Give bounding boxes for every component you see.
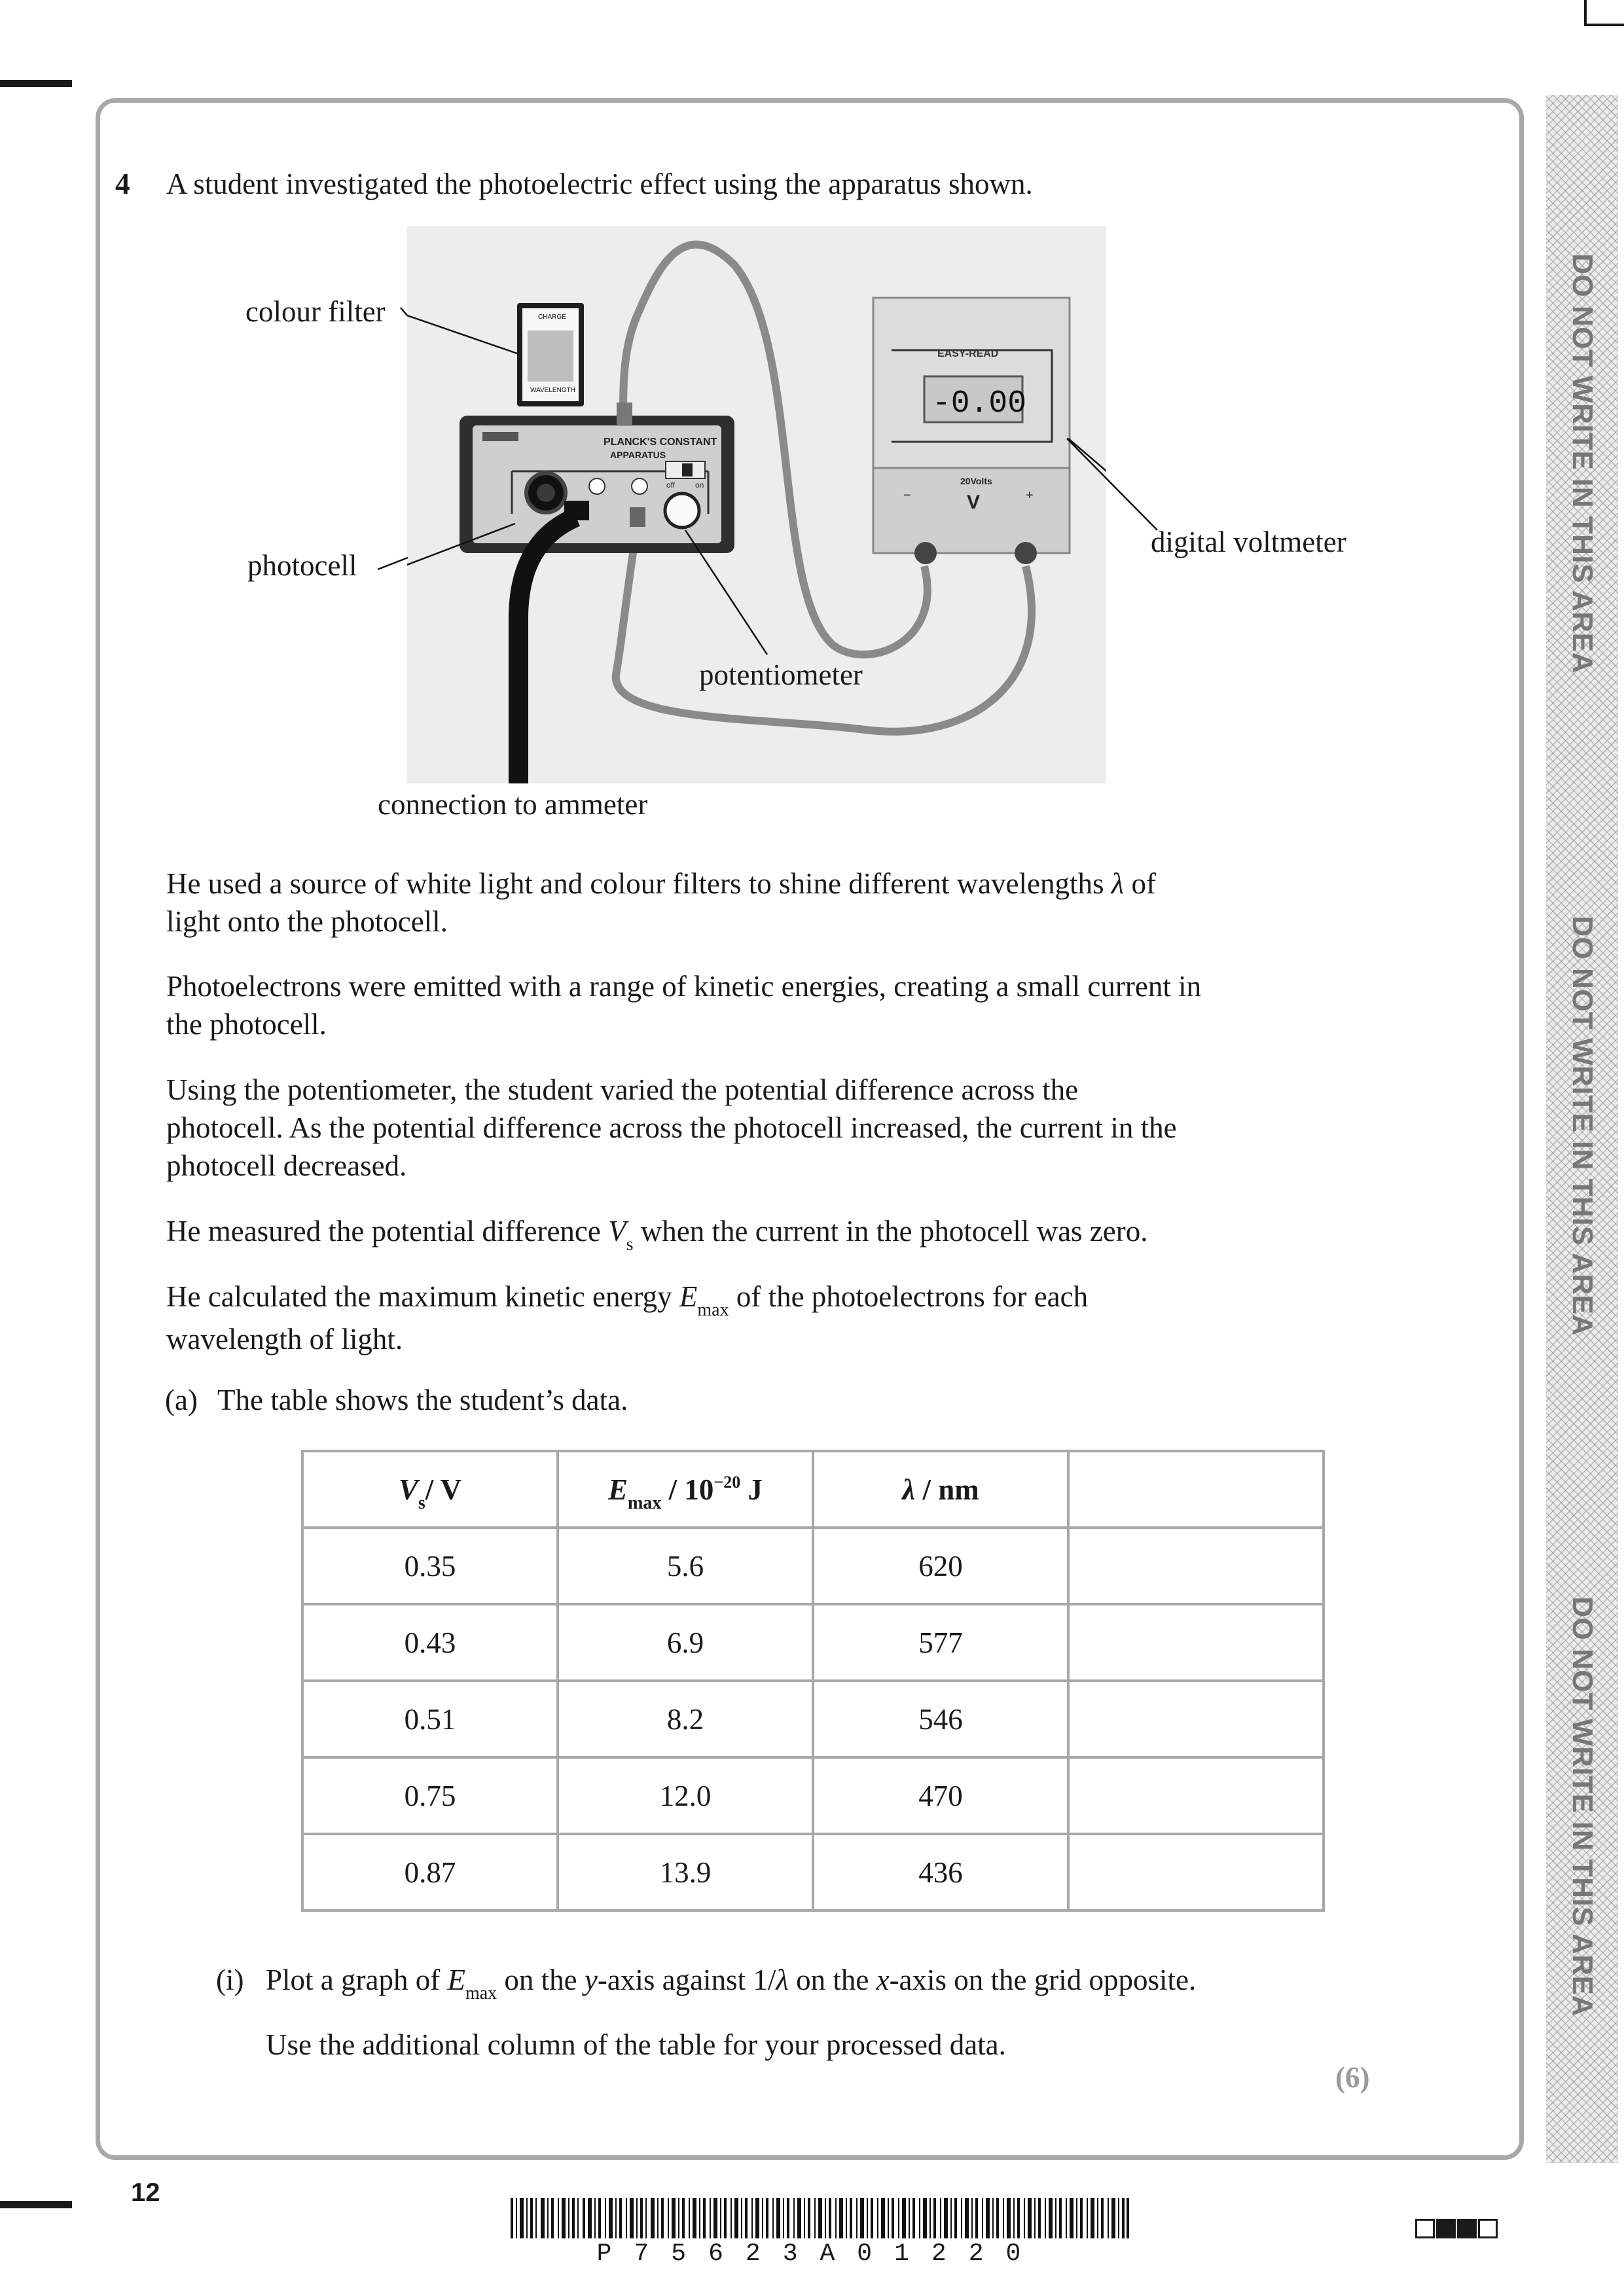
leader-extension xyxy=(378,517,409,576)
label-colour-filter: colour filter xyxy=(245,295,386,328)
cell-lambda: 620 xyxy=(813,1528,1068,1604)
part-i-label: (i) xyxy=(216,1964,244,1996)
voltmeter-terminal xyxy=(914,542,937,564)
table-row xyxy=(302,1757,1324,1834)
margin-warning: DO NOT WRITE IN THIS AREA xyxy=(1566,916,1598,1336)
cell-emax: 13.9 xyxy=(558,1834,813,1910)
brand-plate xyxy=(482,432,518,441)
photocell-lens xyxy=(537,484,555,502)
cell-emax: 6.9 xyxy=(558,1604,813,1681)
filter-window xyxy=(528,331,573,382)
cell-vs: 0.35 xyxy=(302,1528,558,1604)
panel-title: PLANCK'S CONSTANT xyxy=(604,437,717,448)
barcode-number: P75623A01220 xyxy=(596,2240,1043,2268)
cell-emax: 5.6 xyxy=(558,1528,813,1604)
cell-emax: 8.2 xyxy=(558,1681,813,1757)
filter-text: CHARGE xyxy=(538,314,566,321)
paragraph-5: He calculated the maximum kinetic energy $E_{max}$ of the photoelectrons for each wavelength of light. xyxy=(166,1280,1089,1355)
cell-emax: 12.0 xyxy=(558,1757,813,1834)
label-photocell: photocell xyxy=(247,549,357,582)
page-marker-square xyxy=(1415,2219,1435,2238)
margin-warning: DO NOT WRITE IN THIS AREA xyxy=(1566,1596,1598,2017)
cell-processed[interactable] xyxy=(1068,1681,1324,1757)
corner-mark xyxy=(0,2201,72,2208)
voltmeter-reading: -0.00 xyxy=(932,386,1027,422)
cell-vs: 0.87 xyxy=(302,1834,558,1910)
cell-processed[interactable] xyxy=(1068,1604,1324,1681)
cell-vs: 0.75 xyxy=(302,1757,558,1834)
switch-on-label: on xyxy=(695,480,704,490)
table-header-row xyxy=(302,1451,1324,1528)
plug xyxy=(617,403,632,425)
header-emax: $E_{max} / 10^{-20}$ J xyxy=(558,1451,813,1528)
cell-processed[interactable] xyxy=(1068,1757,1324,1834)
paragraph-4: He measured the potential difference $V_s$ when the current in the photocell was zero. xyxy=(166,1215,1148,1255)
voltmeter-symbol xyxy=(632,478,647,494)
leader-extension xyxy=(1067,439,1159,533)
page-marker-square xyxy=(1457,2219,1477,2238)
marks-allocation: (6) xyxy=(1335,2061,1370,2094)
data-table xyxy=(301,1450,1325,1912)
cell-lambda: 577 xyxy=(813,1604,1068,1681)
barcode xyxy=(511,2198,1129,2238)
switch-off-label: off xyxy=(666,480,676,490)
cell-lambda: 436 xyxy=(813,1834,1068,1910)
part-a-label: (a) xyxy=(165,1384,198,1416)
paragraph-3: Using the potentiometer, the student varied the potential difference across the photocell. As the potential difference across the photocell increased, the current in the photocell decreased. xyxy=(166,1073,1177,1182)
corner-mark xyxy=(0,80,72,87)
crop-mark xyxy=(1584,0,1587,24)
filter-text: WAVELENGTH xyxy=(530,387,575,394)
cell-vs: 0.43 xyxy=(302,1604,558,1681)
header-lambda: λ / nm xyxy=(813,1451,1068,1528)
voltmeter-brand: EASY-READ xyxy=(937,348,999,359)
table-row xyxy=(302,1834,1324,1910)
voltmeter-symbol-label: V xyxy=(967,492,981,513)
switch-toggle xyxy=(682,463,693,476)
ammeter-symbol xyxy=(589,478,605,494)
part-i-instruction: Plot a graph of $E_{max}$ on the y-axis against 1/λ on the x-axis on the grid opposite. xyxy=(266,1964,1197,2003)
cell-vs: 0.51 xyxy=(302,1681,558,1757)
plug xyxy=(630,507,645,527)
apparatus-photo xyxy=(407,226,1106,783)
label-connection-to-ammeter: connection to ammeter xyxy=(378,788,648,821)
question-intro: A student investigated the photoelectric effect using the apparatus shown. xyxy=(166,168,1033,200)
label-digital-voltmeter: digital voltmeter xyxy=(1151,526,1346,558)
page-marker-square xyxy=(1436,2219,1456,2238)
margin-warning: DO NOT WRITE IN THIS AREA xyxy=(1566,253,1598,673)
voltmeter-range: 20Volts xyxy=(960,476,992,486)
label-potentiometer: potentiometer xyxy=(699,658,863,691)
part-a-text: The table shows the student’s data. xyxy=(217,1384,628,1416)
cell-lambda: 546 xyxy=(813,1681,1068,1757)
question-number: 4 xyxy=(115,168,130,200)
panel-subtitle: APPARATUS xyxy=(610,450,666,460)
plus-sign: + xyxy=(1026,488,1034,503)
part-i-line2: Use the additional column of the table for your processed data. xyxy=(266,2028,1006,2061)
crop-mark xyxy=(1584,24,1624,26)
header-vs: $V_s/$ V xyxy=(302,1451,558,1528)
cell-lambda: 470 xyxy=(813,1757,1068,1834)
table-row xyxy=(302,1681,1324,1757)
potentiometer-knob xyxy=(665,493,699,528)
paragraph-2: Photoelectrons were emitted with a range of kinetic energies, creating a small current in the photocell. xyxy=(166,970,1202,1041)
leader-extension xyxy=(401,308,408,321)
voltmeter-terminal xyxy=(1015,542,1037,564)
header-processed[interactable] xyxy=(1068,1451,1324,1528)
cell-processed[interactable] xyxy=(1068,1528,1324,1604)
table-row xyxy=(302,1604,1324,1681)
page-marker-square xyxy=(1478,2219,1498,2238)
table-row xyxy=(302,1528,1324,1604)
page-number: 12 xyxy=(131,2178,160,2207)
paragraph-1: He used a source of white light and colour filters to shine different wavelengths λ of light onto the photocell. xyxy=(166,867,1157,938)
cell-processed[interactable] xyxy=(1068,1834,1324,1910)
minus-sign: − xyxy=(903,488,911,503)
